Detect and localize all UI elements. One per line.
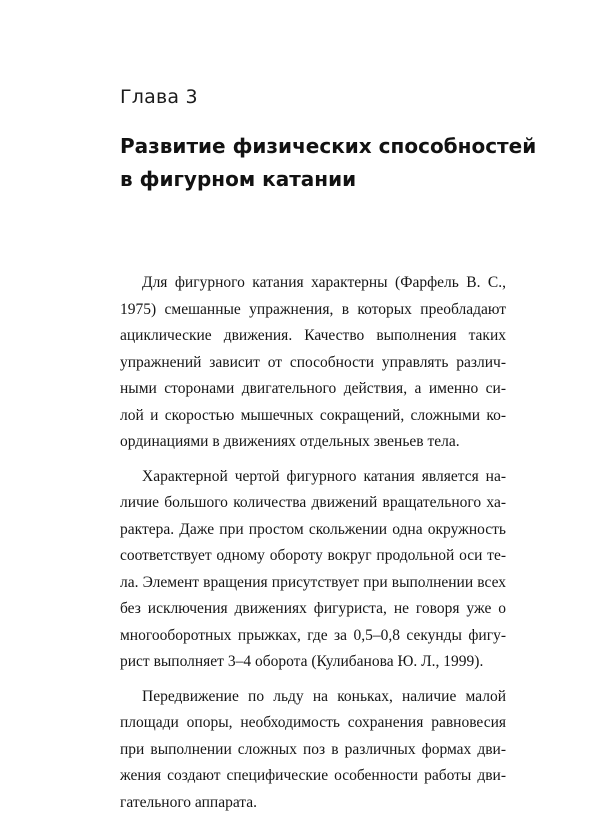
text-line: при выполнении сложных поз в различных формах дви- (120, 740, 506, 758)
text-line: жения создают специфические особенности работы дви- (120, 767, 506, 784)
text-line: 1975) смешанные упражнения, в которых преобладают (120, 300, 506, 318)
paragraph (120, 270, 506, 456)
text-line: ными сторонами двигательного действия, а именно си- (120, 380, 506, 397)
text-line: многооборотных прыжках, где за 0,5–0,8 секунды фигу- (120, 626, 506, 644)
paragraph (120, 464, 506, 676)
text-line: личие большого количества движений вращательного ха- (120, 494, 506, 511)
chapter-title-line: в фигурном катании (120, 167, 357, 191)
chapter-title (120, 130, 540, 196)
text-line: Характерной чертой фигурного катания является на- (142, 467, 506, 485)
body-text (120, 270, 506, 824)
text-line: рактера. Даже при простом скольжении одна окружность (120, 520, 506, 538)
text-line: Для фигурного катания характерны (Фарфель В. С., (142, 274, 506, 291)
text-line: ла. Элемент вращения присутствует при выполнении всех (120, 573, 506, 591)
text-line: без исключения движениях фигуриста, не говоря уже о (120, 600, 506, 617)
text-line: упражнений зависит от способности управлять различ- (120, 353, 506, 371)
text-line: соответствует одному обороту вокруг продольной оси те- (120, 547, 506, 564)
chapter-label: Глава 3 (120, 86, 198, 108)
chapter-title-line: Развитие физических способностей (120, 134, 537, 158)
text-line: ординациями в движениях отдельных звеньев тела. (120, 433, 460, 450)
text-line: ациклические движения. Качество выполнения таких (120, 327, 506, 344)
text-line: гательного аппарата. (120, 793, 258, 811)
text-line: рист выполняет 3–4 оборота (Кулибанова Ю. Л., 1999). (120, 653, 484, 670)
text-line: лой и скоростью мышечных сокращений, сложными ко- (120, 406, 506, 424)
text-line: Передвижение по льду на коньках, наличие малой (142, 687, 506, 705)
text-line: площади опоры, необходимость сохранения равновесия (120, 714, 506, 731)
